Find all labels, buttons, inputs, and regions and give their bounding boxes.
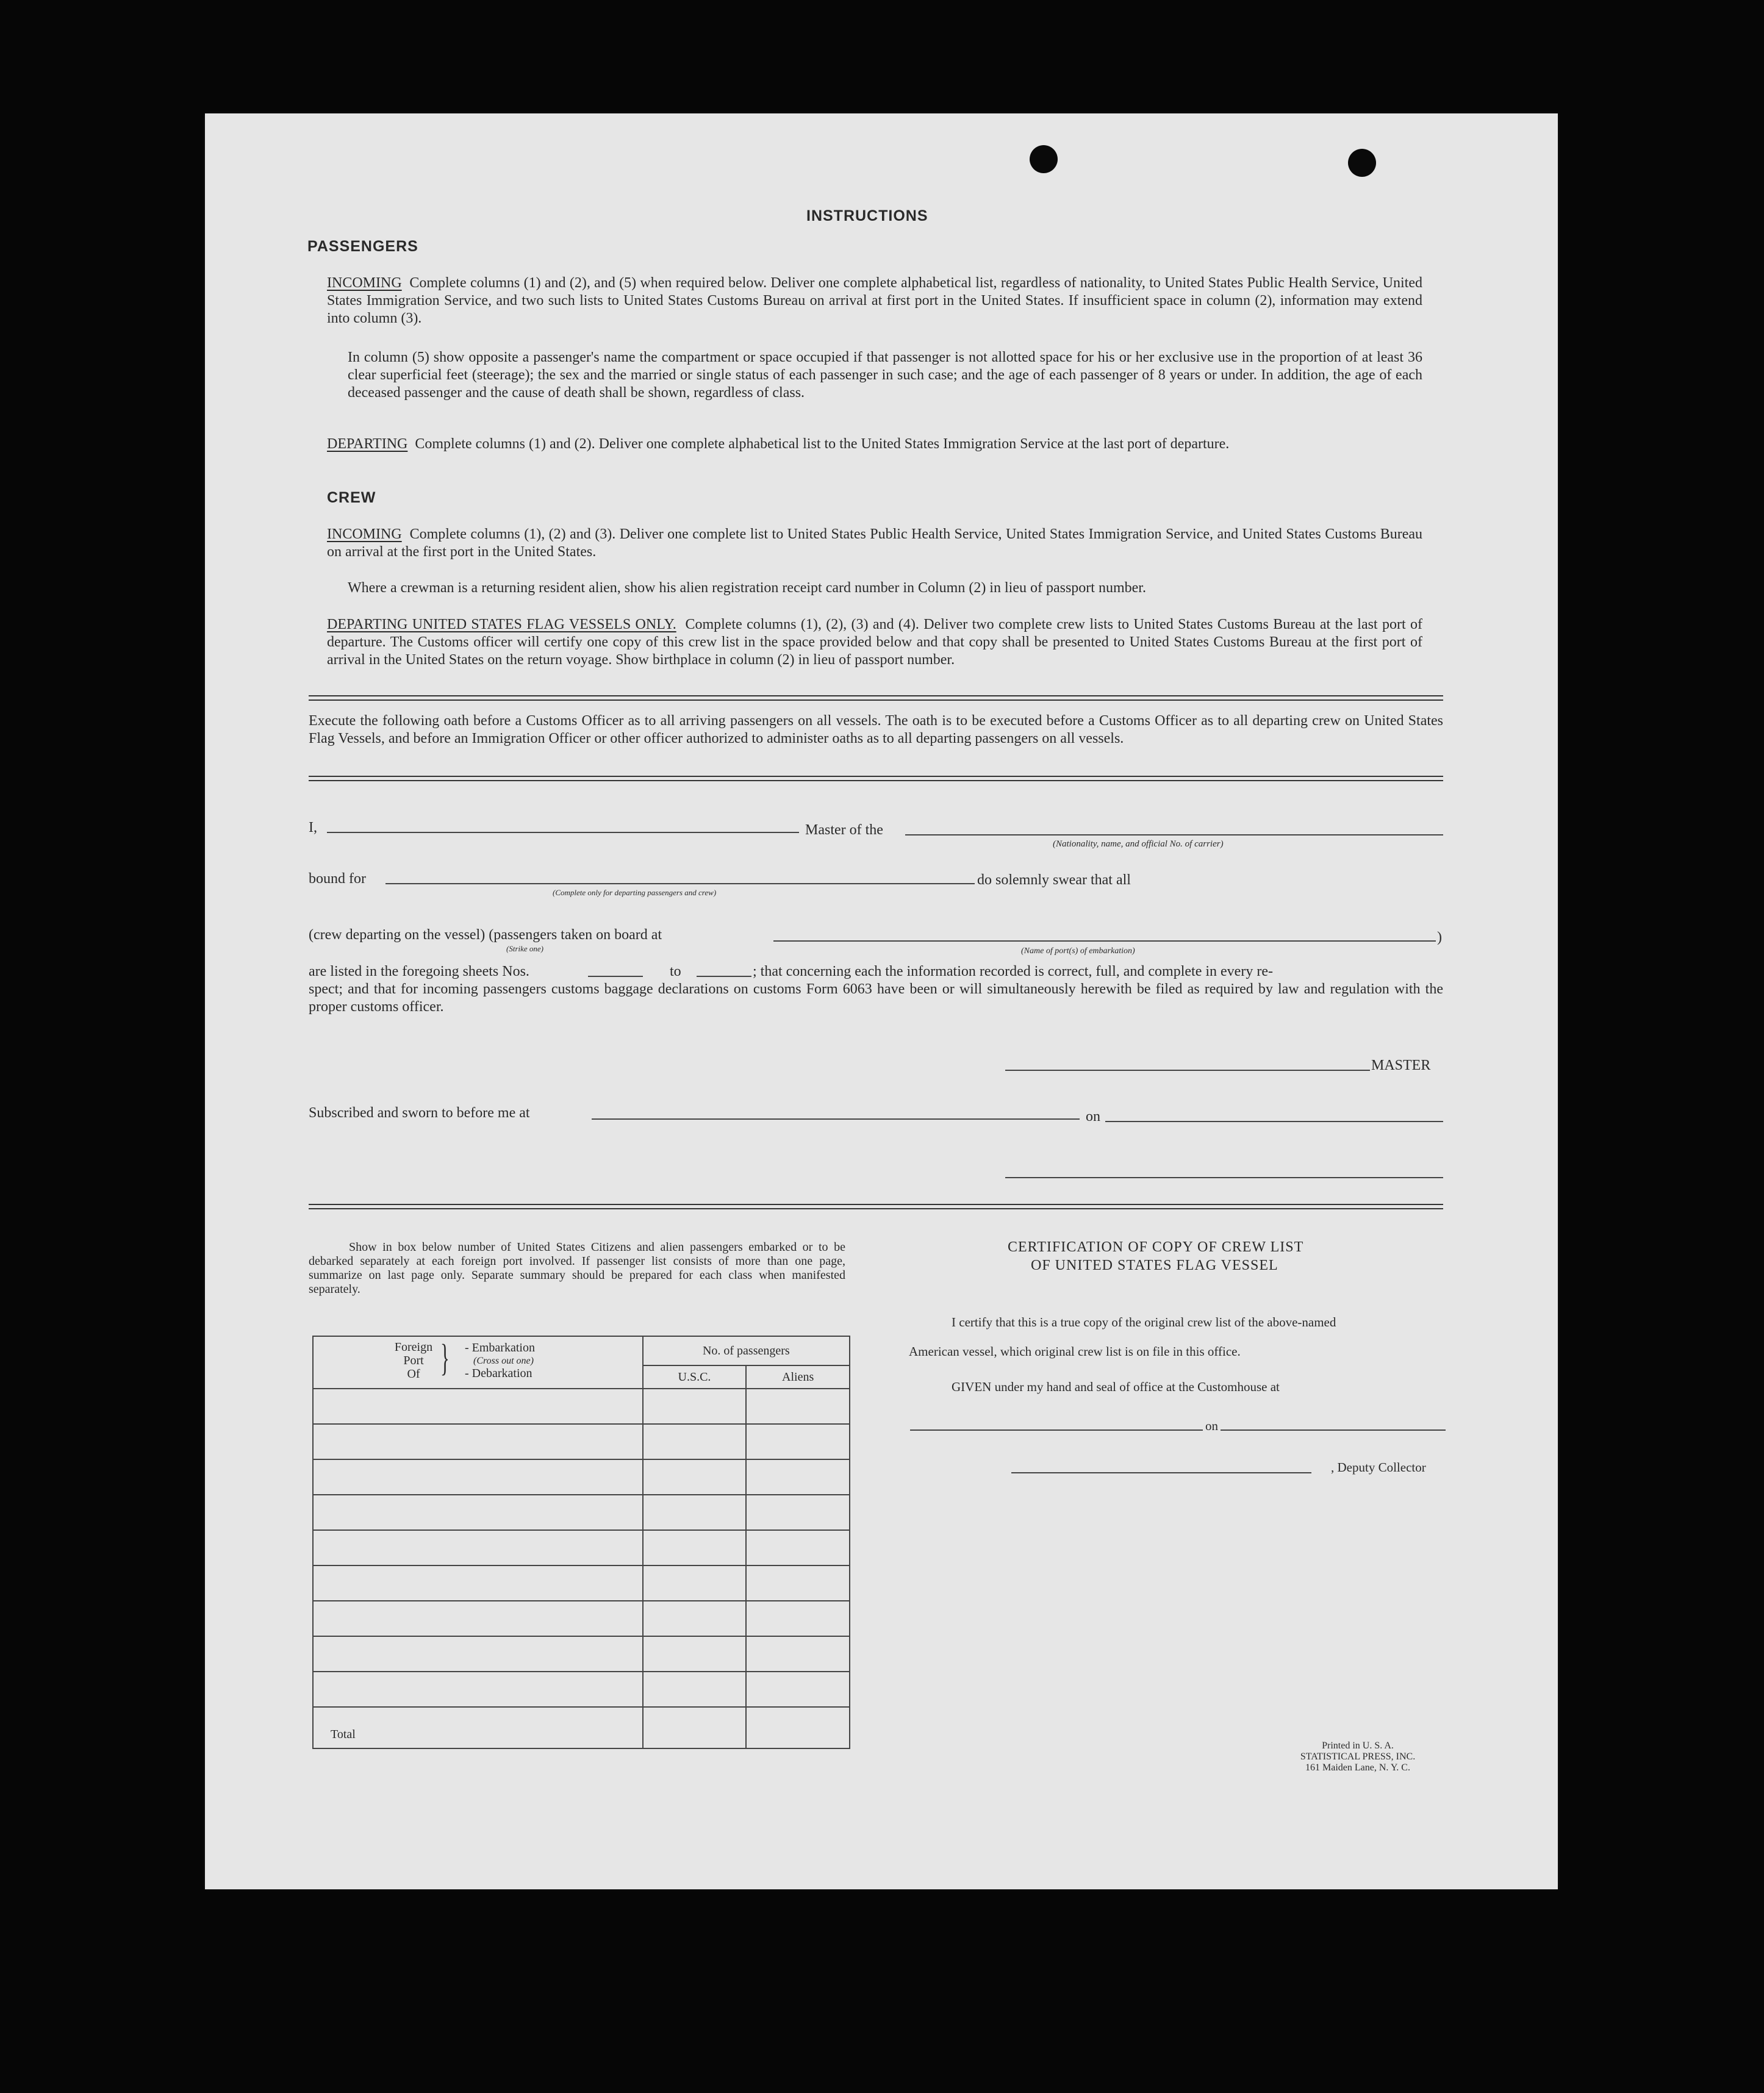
master-of-the-label: Master of the [805,822,883,838]
aliens-cell[interactable] [746,1495,850,1530]
printer-line-2: STATISTICAL PRESS, INC. [1300,1751,1416,1762]
passengers-departing-paragraph [327,435,1422,453]
usc-cell[interactable] [643,1495,747,1530]
sworn-place-field[interactable] [592,1118,1080,1120]
port-cell[interactable] [313,1459,643,1495]
page-title: INSTRUCTIONS [806,207,928,224]
aliens-cell[interactable] [746,1530,850,1565]
table-row [313,1672,850,1707]
carrier-field[interactable] [905,834,1443,835]
port-cell[interactable] [313,1672,643,1707]
usc-total-cell[interactable] [643,1707,747,1748]
certification-line-1: I certify that this is a true copy of the original crew list of the above-named [952,1315,1336,1329]
certification-line-2: American vessel, which original crew list is on file in this office. [909,1344,1241,1359]
embarkation-option[interactable]: - Embarkation [465,1341,535,1354]
subscribed-label: Subscribed and sworn to before me at [309,1105,530,1121]
sheets-statement: ; that concerning each the information recorded is correct, full, and complete in every re- [753,964,1273,979]
table-row [313,1389,850,1424]
usc-cell[interactable] [643,1601,747,1636]
close-paren: ) [1437,929,1442,945]
port-cell[interactable] [313,1601,643,1636]
aliens-cell[interactable] [746,1565,850,1601]
crew-departing-label: DEPARTING UNITED STATES FLAG VESSELS ONLY. [327,617,676,632]
certification-on-label: on [1203,1419,1221,1434]
nationality-hint: (Nationality, name, and official No. of carrier) [1053,839,1224,849]
usc-cell[interactable] [643,1424,747,1459]
port-cell[interactable] [313,1495,643,1530]
aliens-cell[interactable] [746,1389,850,1424]
deputy-signature-field[interactable] [1011,1472,1311,1473]
port-summary-table [312,1336,850,1749]
aliens-cell[interactable] [746,1636,850,1672]
printer-imprint [1266,1741,1449,1773]
debarkation-option[interactable]: - Debarkation [465,1367,532,1380]
sheets-statement-cont: spect; and that for incoming passengers customs baggage declarations on customs Form 6063 have been or will simultaneously herewith be filed as required by law and regulation with the proper customs officer. [309,981,1443,1015]
oath-i-label: I, [309,820,317,835]
table-row [313,1495,850,1530]
aliens-cell[interactable] [746,1672,850,1707]
sheets-label: are listed in the foregoing sheets Nos. [309,964,529,979]
master-label: MASTER [1371,1057,1431,1073]
bound-for-hint: (Complete only for departing passengers and crew) [553,888,717,897]
printer-line-3: 161 Maiden Lane, N. Y. C. [1305,1762,1410,1773]
printer-line-1: Printed in U. S. A. [1322,1741,1394,1751]
officer-signature-field[interactable] [1005,1177,1443,1178]
usc-cell[interactable] [643,1459,747,1495]
master-signature-field[interactable] [1005,1070,1370,1071]
certification-title-2: OF UNITED STATES FLAG VESSEL [1031,1258,1278,1273]
sheet-from-field[interactable] [588,976,643,977]
total-row [313,1707,850,1748]
master-name-field[interactable] [327,832,799,833]
aliens-cell[interactable] [746,1459,850,1495]
brace-icon: } [440,1337,450,1379]
punch-hole-right [1348,149,1376,177]
passengers-heading: PASSENGERS [307,238,418,255]
cross-out-hint: (Cross out one) [473,1356,534,1366]
divider-1 [309,695,1443,701]
strike-one-hint: (Strike one) [506,944,544,953]
passengers-departing-text: Complete columns (1) and (2). Deliver one complete alphabetical list to the United States Immigration Service at the last port of departure. [415,436,1230,452]
port-cell[interactable] [313,1636,643,1672]
port-cell[interactable] [313,1424,643,1459]
sheet-to-field[interactable] [697,976,751,977]
port-cell[interactable] [313,1389,643,1424]
deputy-collector-label: , Deputy Collector [1331,1460,1426,1475]
usc-cell[interactable] [643,1389,747,1424]
table-row [313,1459,850,1495]
passengers-column5-paragraph: In column (5) show opposite a passenger's name the compartment or space occupied if that passenger is not allotted space for his or her exclusive use in the proportion of at least 36 clear superficial feet (steerage); the sex and the married or single status of each passenger in such case; and the age of each passenger of 8 years or under. In addition, the age of each deceased passenger and the cause of death shall be shown, regardless of class. [348,349,1422,401]
crew-departing-label: (crew departing on the vessel) (passengers taken on board at [309,927,662,943]
passengers-incoming-paragraph [327,274,1422,327]
oath-instructions: Execute the following oath before a Customs Officer as to all arriving passengers on all vessels. The oath is to be executed before a Customs Officer as to all departing crew on United States Flag Vessels, and before an Immigration Officer or other officer authorized to administer oaths as to all departing passengers on all vessels. [309,713,1443,746]
of-label: Of [407,1367,420,1381]
foreign-port-header [313,1336,643,1389]
aliens-cell[interactable] [746,1601,850,1636]
aliens-header: Aliens [746,1365,850,1389]
sworn-date-field[interactable] [1105,1121,1443,1122]
divider-3 [309,1204,1443,1209]
table-row [313,1530,850,1565]
bound-for-label: bound for [309,871,366,887]
summary-instructions: Show in box below number of United States Citizens and alien passengers embarked or to be debarked separately at each foreign port involved. If passenger list consists of more than one page, summarize on last page only. Separate summary should be prepared for each class when manifested separately. [309,1240,845,1296]
crew-incoming-label: INCOMING [327,526,402,542]
port-cell[interactable] [313,1530,643,1565]
certification-line-3: GIVEN under my hand and seal of office at the Customhouse at [952,1379,1280,1394]
usc-cell[interactable] [643,1636,747,1672]
table-row [313,1636,850,1672]
crew-resident-paragraph: Where a crewman is a returning resident alien, show his alien registration receipt card number in Column (2) in lieu of passport number. [348,580,1146,596]
usc-cell[interactable] [643,1672,747,1707]
divider-2 [309,776,1443,781]
aliens-total-cell[interactable] [746,1707,850,1748]
embarkation-ports-field[interactable] [773,940,1436,942]
bound-for-field[interactable] [385,883,975,884]
table-row [313,1601,850,1636]
certification-title-1: CERTIFICATION OF COPY OF CREW LIST [1008,1239,1304,1255]
certification-date-field[interactable] [1222,1429,1446,1431]
form-page [205,113,1558,1889]
no-passengers-header: No. of passengers [643,1336,850,1365]
aliens-cell[interactable] [746,1424,850,1459]
punch-hole-left [1030,145,1058,173]
crew-incoming-text: Complete columns (1), (2) and (3). Deliver one complete list to United States Public Health Service, United States Immigration Service, and United States Customs Bureau on arrival at the first port in the United States. [327,526,1422,560]
table-row [313,1424,850,1459]
ports-hint: (Name of port(s) of embarkation) [1021,946,1135,956]
sheets-to-label: to [670,964,681,979]
foreign-label: Foreign [394,1340,433,1354]
port-label: Port [403,1354,424,1367]
swear-label: do solemnly swear that all [977,872,1131,888]
sworn-on-label: on [1086,1109,1100,1125]
port-cell[interactable] [313,1565,643,1601]
passengers-departing-label: DEPARTING [327,436,408,452]
usc-header: U.S.C. [643,1365,747,1389]
table-row [313,1565,850,1601]
usc-cell[interactable] [643,1530,747,1565]
crew-departing-text: Complete columns (1), (2), (3) and (4). Deliver two complete crew lists to United States Customs Bureau at the last port of departure. The Customs officer will certify one copy of this crew list in the space provided below and that copy shall be presented to United States Customs Bureau at the first port of arrival in the United States on the return voyage. Show birthplace in column (2) in lieu of passport number. [327,617,1422,668]
crew-heading: CREW [327,489,376,506]
passengers-incoming-text: Complete columns (1) and (2), and (5) when required below. Deliver one complete alphabetical list, regardless of nationality, to United States Public Health Service, United States Immigration Service, and two such lists to United States Customs Bureau on arrival at first port in the United States. If insufficient space in column (2), information may extend into column (3). [327,275,1422,326]
usc-cell[interactable] [643,1565,747,1601]
crew-incoming-paragraph [327,526,1422,561]
passengers-incoming-label: INCOMING [327,275,402,291]
total-label: Total [313,1707,643,1748]
crew-departing-paragraph [327,616,1422,669]
